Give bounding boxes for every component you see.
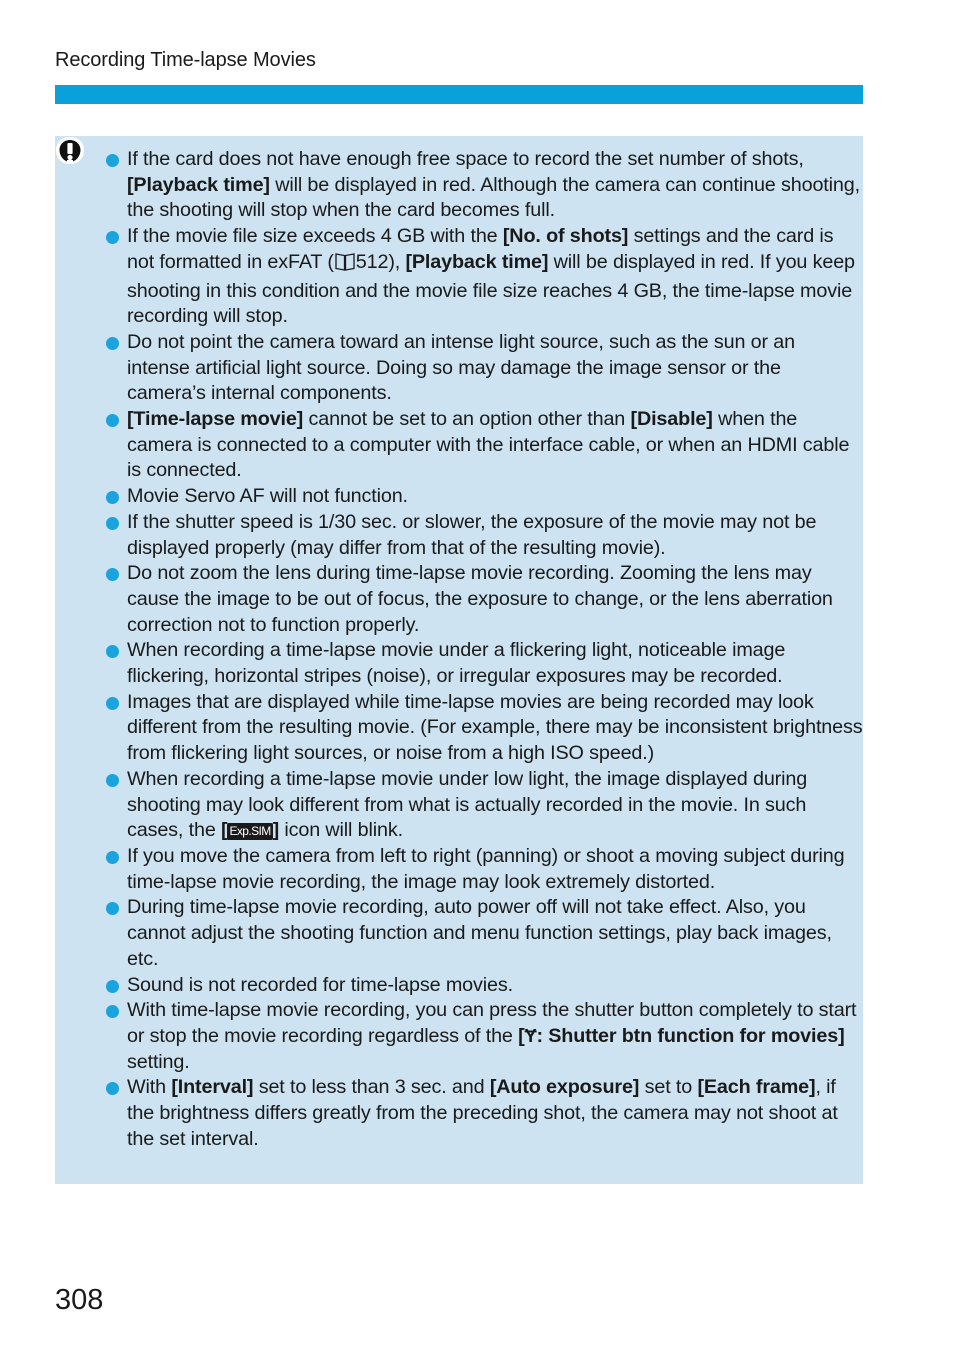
caution-item	[103, 147, 863, 224]
caution-item	[103, 330, 863, 407]
caution-item	[103, 224, 863, 330]
caution-item	[103, 638, 863, 689]
caution-item	[103, 973, 863, 999]
bold-text: [Disable]	[630, 408, 713, 431]
bullet-icon	[106, 645, 119, 658]
text: when the camera is connected to a computer with the interface cable, or when an HDMI cable is connected.	[127, 408, 850, 482]
text: With	[127, 1076, 172, 1099]
caution-list	[103, 147, 863, 1152]
bold-text: [Each frame]	[697, 1076, 816, 1099]
caution-icon	[55, 136, 85, 171]
text: 512),	[355, 250, 406, 273]
text: Movie Servo AF will not function.	[127, 485, 408, 508]
caution-item	[103, 1075, 863, 1152]
bullet-icon	[106, 697, 119, 710]
bold-text: [No. of shots]	[502, 225, 629, 248]
bold-text: ]	[272, 819, 280, 842]
text: cannot be set to an option other than	[303, 408, 631, 431]
bold-text: [Playback time]	[127, 173, 270, 196]
bullet-icon	[106, 337, 119, 350]
text: settings and the card is not formatted in exFAT (	[127, 225, 834, 273]
caution-item	[103, 561, 863, 638]
text: When recording a time-lapse movie under low light, the image displayed during shooting may look different from what is actually recorded in the movie. In such cases, the	[127, 767, 808, 842]
bullet-icon	[106, 154, 119, 167]
bold-text: [Interval]	[171, 1076, 254, 1099]
bold-text: : Shutter btn function for movies]	[536, 1024, 845, 1047]
text: Do not zoom the lens during time-lapse movie recording. Zooming the lens may cause the image to be out of focus, the exposure to change, or the lens aberration correction not to function properly.	[127, 562, 833, 636]
caution-item	[103, 690, 863, 767]
text: set to	[639, 1076, 698, 1099]
text: If the shutter speed is 1/30 sec. or slower, the exposure of the movie may not be displayed properly (may differ from that of the resulting movie).	[127, 510, 817, 559]
text: will be displayed in red. Although the camera can continue shooting, the shooting will stop when the card becomes full.	[127, 173, 860, 222]
bullet-icon	[106, 774, 119, 787]
caution-item	[103, 484, 863, 510]
caution-item	[103, 767, 863, 844]
wrench-icon: Ɏ	[524, 1025, 537, 1046]
text: , if the brightness differs greatly from the preceding shot, the camera may not shoot at the set interval.	[127, 1076, 838, 1150]
text: setting.	[127, 1050, 190, 1073]
caution-item	[103, 407, 863, 484]
caution-item	[103, 895, 863, 972]
caution-item	[103, 844, 863, 895]
text: With time-lapse movie recording, you can press the shutter button completely to start or stop the movie recording regardless of the	[127, 999, 857, 1047]
text: If you move the camera from left to right (panning) or shoot a moving subject during time-lapse movie recording, the image may look extremely distorted.	[127, 844, 845, 893]
text: set to less than 3 sec. and	[253, 1076, 490, 1099]
text: When recording a time-lapse movie under a flickering light, noticeable image flickering, horizontal stripes (noise), or irregular exposures may be recorded.	[127, 639, 786, 688]
bullet-icon	[106, 851, 119, 864]
text: Do not point the camera toward an intense light source, such as the sun or an intense artificial light source. Doing so may damage the image sensor or the camera’s internal components.	[127, 330, 796, 405]
text: Sound is not recorded for time-lapse movies.	[127, 973, 513, 996]
text: If the card does not have enough free space to record the set number of shots,	[127, 148, 804, 170]
text: Images that are displayed while time-lapse movies are being recorded may look different from the resulting movie. (For example, there may be inconsistent brightness from flickering light sources, or noise from a high ISO speed.)	[127, 690, 863, 765]
header-bar	[55, 85, 863, 104]
bold-text: [	[221, 819, 228, 842]
bold-text: [	[518, 1024, 525, 1047]
bullet-icon	[106, 231, 119, 244]
caution-item	[103, 998, 863, 1075]
bullet-icon	[106, 1005, 119, 1018]
running-head-title: Recording Time-lapse Movies	[55, 49, 316, 71]
text: During time-lapse movie recording, auto power off will not take effect. Also, you cannot adjust the shooting function and menu function settings, play back images, etc.	[127, 896, 832, 970]
bullet-icon	[106, 491, 119, 504]
bullet-icon	[106, 1082, 119, 1095]
bold-text: [Playback time]	[405, 250, 549, 273]
bold-text: [Time-lapse movie]	[127, 408, 304, 431]
bullet-icon	[106, 414, 119, 427]
text: will be displayed in red. If you keep shooting in this condition and the movie file size reaches 4 GB, the time-lapse movie recording will stop.	[127, 250, 855, 328]
bullet-icon	[106, 517, 119, 530]
page-number: 308	[55, 1284, 104, 1316]
text: If the movie file size exceeds 4 GB with the	[127, 225, 503, 248]
caution-item	[103, 510, 863, 561]
bullet-icon	[106, 980, 119, 993]
bold-text: [Auto exposure]	[489, 1076, 640, 1099]
caution-box	[55, 136, 863, 1184]
bullet-icon	[106, 902, 119, 915]
text: icon will blink.	[279, 819, 403, 842]
exposure-simulation-icon: Exp.SIM	[229, 824, 271, 839]
bullet-icon	[106, 568, 119, 581]
book-icon	[335, 252, 355, 279]
